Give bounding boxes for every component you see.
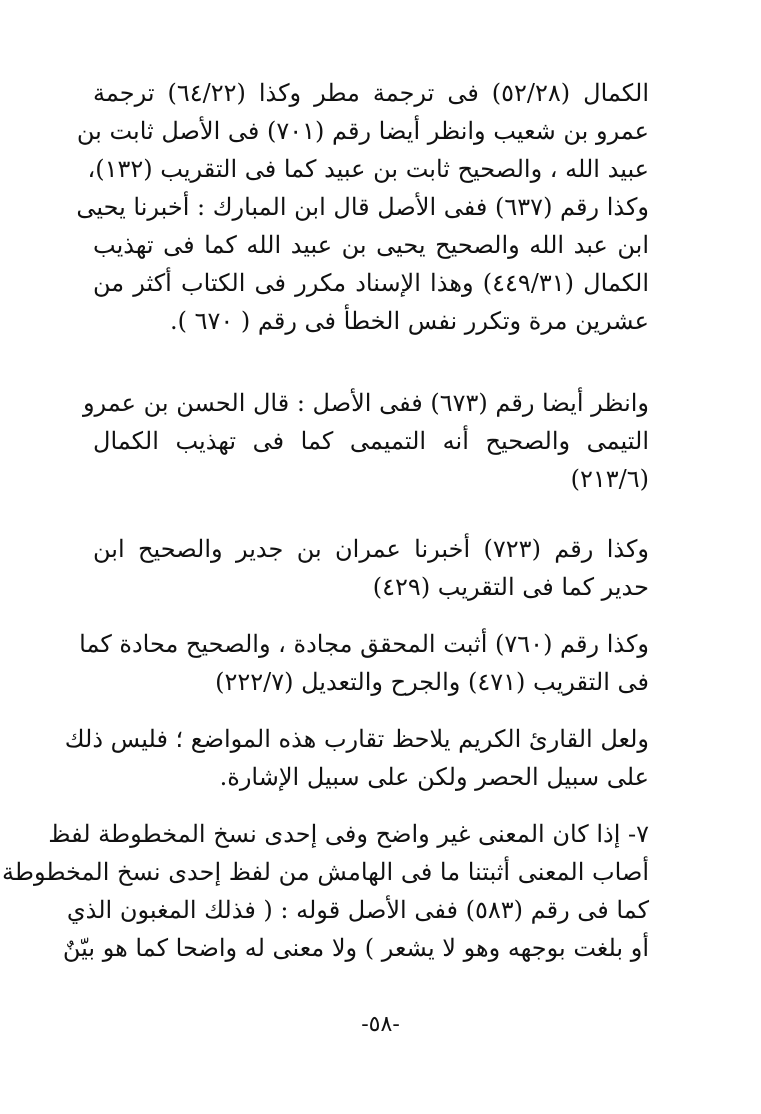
text-line: ولعل القارئ الكريم يلاحظ تقارب هذه المواضع ؛ فليس ذلك	[64, 725, 649, 753]
text-line: كما فى رقم (٥٨٣) ففى الأصل قوله : ( فذلك المغبون الذي	[66, 896, 649, 924]
text-line: الكمال (٥٢/٢٨) فى ترجمة مطر وكذا (٦٤/٢٢) ترجمة	[93, 79, 649, 107]
text-line: عشرين مرة وتكرر نفس الخطأ فى رقم ( ٦٧٠ ).	[169, 307, 649, 335]
page-number: -٥٨-	[361, 1012, 400, 1037]
text-line: وكذا رقم (٦٣٧) ففى الأصل قال ابن المبارك : أخبرنا يحيى	[76, 193, 649, 221]
text-line: وكذا رقم (٧٦٠) أثبت المحقق مجادة ، والصحيح محادة كما	[79, 630, 649, 658]
text-line: ٧- إذا كان المعنى غير واضح وفى إحدى نسخ المخطوطة لفظ	[48, 820, 649, 848]
text-line: عبيد الله ، والصحيح ثابت بن عبيد كما فى التقريب (١٣٢)،	[87, 155, 649, 183]
text-line: عمرو بن شعيب وانظر أيضا رقم (٧٠١) فى الأصل ثابت بن	[76, 117, 649, 145]
text-line: الكمال (٤٤٩/٣١) وهذا الإسناد مكرر فى الكتاب أكثر من	[93, 269, 649, 297]
text-line: أو بلغت بوجهه وهو لا يشعر ) ولا معنى له واضحا كما هو بيّنٌ	[62, 934, 649, 962]
paragraph-5	[64, 720, 649, 796]
paragraph-1	[76, 74, 649, 340]
text-line: فى التقريب (٤٧١) والجرح والتعديل (٢٢٢/٧)	[215, 668, 649, 696]
text-line: أصاب المعنى أثبتنا ما فى الهامش من لفظ إحدى نسخ المخطوطة	[2, 858, 649, 886]
paragraph-6	[2, 815, 649, 967]
text-line: وانظر أيضا رقم (٦٧٣) ففى الأصل : قال الحسن بن عمرو	[82, 389, 649, 417]
text-line: وكذا رقم (٧٢٣) أخبرنا عمران بن جدير والصحيح ابن	[93, 535, 649, 563]
text-line: حدير كما فى التقريب (٤٢٩)	[372, 573, 649, 601]
paragraph-2	[82, 384, 649, 498]
text-line: (٢١٣/٦)	[570, 465, 649, 493]
paragraph-4	[79, 625, 649, 701]
text-line: ابن عبد الله والصحيح يحيى بن عبيد الله كما فى تهذيب	[93, 231, 649, 259]
text-line: على سبيل الحصر ولكن على سبيل الإشارة.	[219, 763, 649, 791]
text-line: التيمى والصحيح أنه التميمى كما فى تهذيب الكمال	[93, 427, 649, 455]
paragraph-3	[93, 530, 649, 606]
